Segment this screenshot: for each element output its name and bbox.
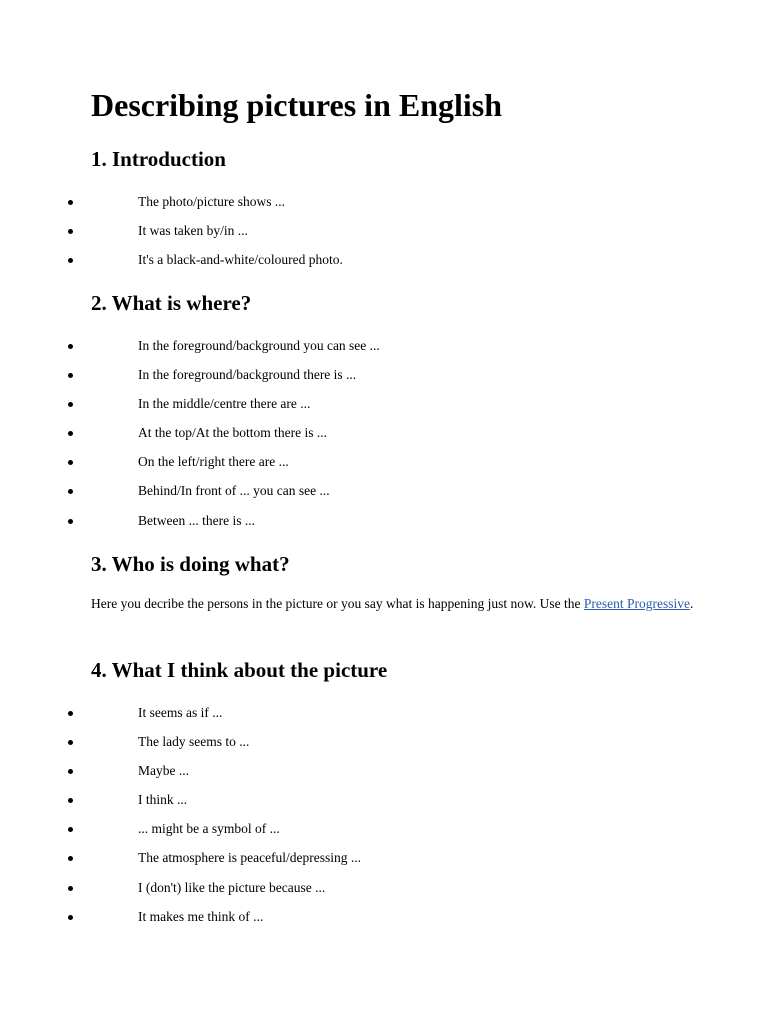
list-item-text: The photo/picture shows ... [138,194,285,209]
list-item-text: It was taken by/in ... [138,223,248,239]
section-heading-what-i-think: 4. What I think about the picture [91,658,388,682]
section-heading-who-is-doing-what: 3. Who is doing what? [91,552,290,576]
list-item-text: Between ... there is ... [138,512,255,528]
list-item [0,819,768,848]
bullet-icon [68,769,73,774]
bullet-icon [68,489,73,494]
list-item [0,452,768,481]
list-item [0,481,768,510]
list-item-text: Maybe ... [138,763,189,779]
section-heading-what-is-where: 2. What is where? [91,291,252,315]
what-i-think-list [0,703,768,936]
bullet-icon [68,344,73,349]
list-item-text: I (don't) like the picture because ... [138,879,326,895]
list-item [0,703,768,732]
list-item [0,423,768,452]
list-item-text: At the top/At the bottom there is ... [138,425,327,441]
paragraph-text: Here you decribe the persons in the picture or you say what is happening just now. Use the [91,596,584,611]
bullet-icon [68,740,73,745]
bullet-icon [68,915,73,920]
bullet-icon [68,886,73,891]
bullet-icon [68,431,73,436]
list-item [0,250,768,279]
list-item-text: It seems as if ... [138,705,223,720]
bullet-icon [68,200,73,205]
bullet-icon [68,827,73,832]
paragraph-end: . [690,596,694,611]
bullet-icon [68,711,73,716]
list-item-text: It's a black-and-white/coloured photo. [138,252,343,268]
list-item [0,336,768,365]
list-item [0,365,768,394]
list-item [0,192,768,221]
bullet-icon [68,229,73,234]
bullet-icon [68,798,73,803]
list-item-text: In the middle/centre there are ... [138,396,311,412]
list-item-text: In the foreground/background you can see ... [138,338,380,353]
list-item [0,878,768,907]
page-title: Describing pictures in English [91,87,503,123]
list-item [0,394,768,423]
list-item [0,221,768,250]
list-item-text: I think ... [138,792,188,808]
list-item-text: On the left/right there are ... [138,454,289,470]
bullet-icon [68,856,73,861]
list-item-text: The lady seems to ... [138,734,250,750]
who-is-doing-what-paragraph [91,593,711,615]
list-item [0,848,768,877]
what-is-where-list [0,336,768,540]
bullet-icon [68,258,73,263]
list-item-text: It makes me think of ... [138,908,264,924]
list-item [0,790,768,819]
list-item-text: ... might be a symbol of ... [138,821,280,837]
list-item [0,761,768,790]
list-item [0,732,768,761]
bullet-icon [68,519,73,524]
list-item-text: Behind/In front of ... you can see ... [138,483,330,499]
bullet-icon [68,402,73,407]
present-progressive-link[interactable]: Present Progressive [583,596,690,611]
bullet-icon [68,373,73,378]
list-item [0,907,768,936]
section-heading-introduction: 1. Introduction [91,147,226,171]
introduction-list [0,192,768,279]
list-item [0,511,768,540]
bullet-icon [68,460,73,465]
list-item-text: The atmosphere is peaceful/depressing ... [138,850,362,866]
list-item-text: In the foreground/background there is ... [138,367,357,383]
